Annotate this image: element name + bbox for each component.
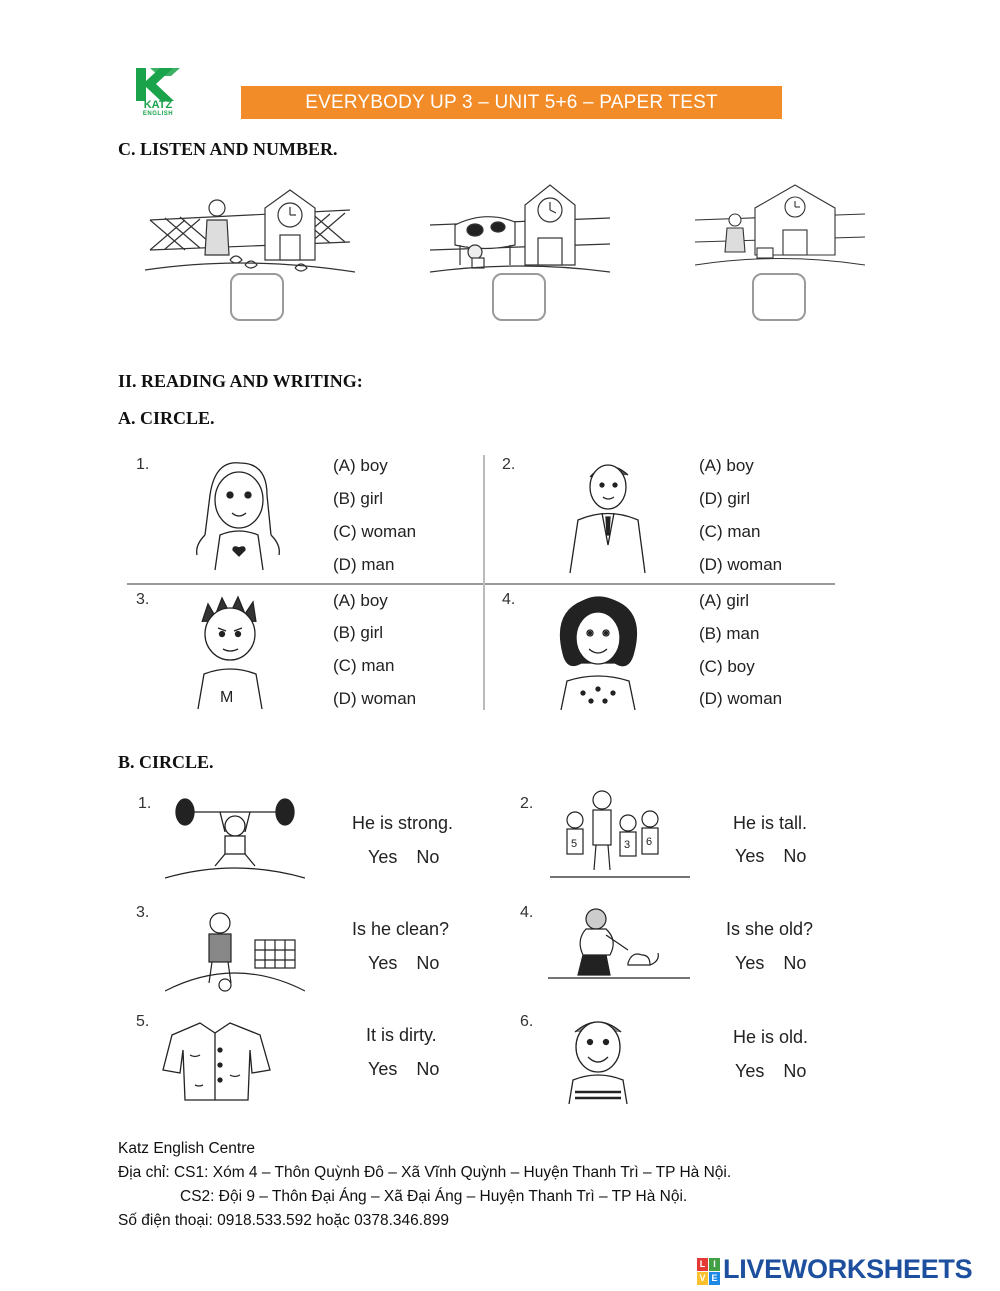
grid-divider-horizontal [127,583,835,585]
badge-letter-l: L [697,1258,708,1271]
reading-heading: II. READING AND WRITING: [118,371,363,391]
option-3-d[interactable]: (D) woman [333,689,417,708]
man-picture [560,455,655,575]
grid-divider-vertical [483,455,485,710]
circle-b-number-1: 1. [138,795,152,812]
old-woman-picture [548,905,690,980]
yes-option-2[interactable]: Yes [735,846,765,866]
yes-option-3[interactable]: Yes [368,953,398,973]
tall-boy-picture [550,785,690,880]
farm-chickens-picture [145,180,355,280]
footer-address-2: CS2: Đội 9 – Thôn Đại Áng – Xã Đại Áng – Huyện Thanh Trì – TP Hà Nội. [180,1188,688,1205]
option-4-d[interactable]: (D) woman [699,689,783,708]
answer-row-3 [368,953,439,974]
option-3-b[interactable]: (B) girl [333,623,384,642]
liveworksheets-logo[interactable]: LIVEWORKSHEETS [723,1254,973,1284]
question-6: He is old. [733,1027,809,1047]
option-3-c[interactable]: (C) man [333,656,395,675]
option-4-c[interactable]: (C) boy [699,657,755,676]
circle-b-number-6: 6. [520,1013,534,1030]
footer-phone: Số điện thoại: 0918.533.592 hoặc 0378.346.899 [118,1212,449,1229]
badge-letter-e: E [709,1272,720,1285]
yes-option-5[interactable]: Yes [368,1059,398,1079]
option-4-a[interactable]: (A) girl [699,591,750,610]
logo-k-icon [133,66,183,102]
question-3: Is he clean? [352,919,450,939]
logo-name: KATZ [143,99,173,111]
question-1: He is strong. [352,813,454,833]
answer-row-4 [735,953,806,974]
footer-address-1: Địa chỉ: CS1: Xóm 4 – Thôn Quỳnh Đô – Xã Vĩnh Quỳnh – Huyện Thanh Trì – TP Hà Nội. [118,1164,732,1181]
svg-text:6: 6 [646,836,653,848]
answer-box-1[interactable] [230,273,284,321]
no-option-1[interactable]: No [416,847,440,867]
logo-text [133,100,183,117]
question-5: It is dirty. [366,1025,437,1045]
badge-letter-i: I [709,1258,720,1271]
page-title: EVERYBODY UP 3 – UNIT 5+6 – PAPER TEST [241,86,782,119]
answer-row-5 [368,1059,439,1080]
dirty-shirt-picture [160,1015,275,1105]
answer-box-2[interactable] [492,273,546,321]
answer-row-2 [735,846,806,867]
farm-cow-picture [430,180,610,280]
weightlifter-picture [165,790,305,880]
option-1-b[interactable]: (B) girl [333,489,384,508]
liveworksheets-badge-icon [697,1258,720,1285]
circle-a-number-2: 2. [502,456,516,473]
listening-heading: C. LISTEN AND NUMBER. [118,139,338,159]
no-option-5[interactable]: No [416,1059,440,1079]
footer-centre-name: Katz English Centre [118,1140,255,1157]
circle-a-number-3: 3. [136,591,150,608]
circle-b-number-4: 4. [520,904,534,921]
svg-text:3: 3 [624,839,631,851]
option-2-d[interactable]: (D) woman [699,555,783,574]
option-2-b[interactable]: (D) girl [699,489,750,508]
woman-picture [553,593,643,711]
option-2-c[interactable]: (C) man [699,522,761,541]
circle-a-heading: A. CIRCLE. [118,408,215,428]
question-4: Is she old? [726,919,814,939]
svg-text:M: M [220,689,234,706]
farm-feed-picture [695,180,865,275]
circle-b-number-3: 3. [136,904,150,921]
yes-option-1[interactable]: Yes [368,847,398,867]
circle-a-number-4: 4. [502,591,516,608]
no-option-2[interactable]: No [783,846,807,866]
boy-picture [190,594,270,710]
option-4-b[interactable]: (B) man [699,624,760,643]
answer-row-6 [735,1061,806,1082]
circle-b-number-2: 2. [520,795,534,812]
circle-a-number-1: 1. [136,456,150,473]
circle-b-number-5: 5. [136,1013,150,1030]
muddy-boy-picture [165,905,305,993]
answer-box-3[interactable] [752,273,806,321]
girl-picture [185,455,290,575]
option-1-a[interactable]: (A) boy [333,456,388,475]
question-2: He is tall. [733,813,808,833]
yes-option-6[interactable]: Yes [735,1061,765,1081]
badge-letter-v: V [697,1272,708,1285]
no-option-6[interactable]: No [783,1061,807,1081]
no-option-4[interactable]: No [783,953,807,973]
option-2-a[interactable]: (A) boy [699,456,754,475]
answer-row-1 [368,847,439,868]
svg-text:5: 5 [571,838,578,850]
option-1-d[interactable]: (D) man [333,555,395,574]
no-option-3[interactable]: No [416,953,440,973]
smiling-boy-picture [563,1012,633,1107]
option-1-c[interactable]: (C) woman [333,522,417,541]
circle-b-heading: B. CIRCLE. [118,752,214,772]
katz-logo [133,66,183,126]
logo-sub: ENGLISH [142,111,174,117]
option-3-a[interactable]: (A) boy [333,591,388,610]
yes-option-4[interactable]: Yes [735,953,765,973]
